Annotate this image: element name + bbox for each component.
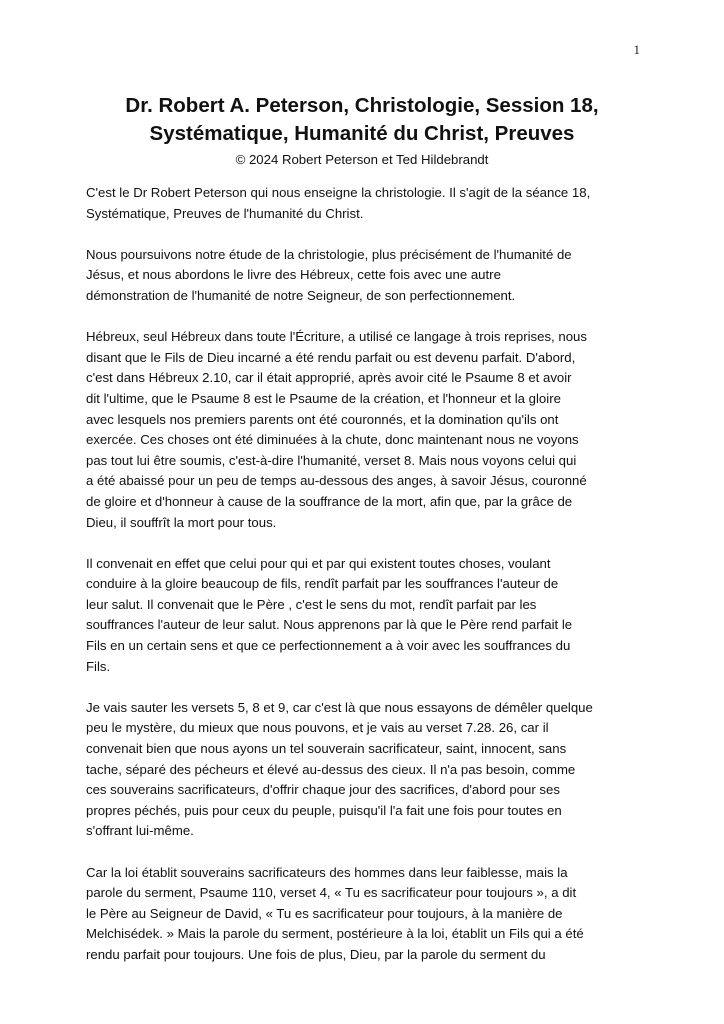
paragraph-line: Nous poursuivons notre étude de la christologie, plus précisément de l'humanité de [86, 246, 572, 262]
paragraph-line: Fils en un certain sens et que ce perfectionnement a à voir avec les souffrances du [86, 638, 571, 654]
paragraph-6 [86, 863, 646, 966]
title-line-2: Systématique, Humanité du Christ, Preuves [149, 122, 575, 145]
paragraph-5 [86, 698, 646, 842]
paragraph-line: c'est dans Hébreux 2.10, car il était approprié, après avoir cité le Psaume 8 et avoir [86, 370, 572, 386]
paragraph-line: propres péchés, puis pour ceux du peuple, puisqu'il l'a fait une fois pour toutes en [86, 802, 562, 818]
paragraph-line: s'offrant lui-même. [86, 823, 194, 839]
copyright-notice: © 2024 Robert Peterson et Ted Hildebrandt [235, 152, 489, 167]
paragraph-line: Car la loi établit souverains sacrificateurs des hommes dans leur faiblesse, mais la [86, 864, 568, 880]
paragraph-line: exercée. Ces choses ont été diminuées à la chute, donc maintenant nous ne voyons [86, 432, 579, 448]
page-number: 1 [633, 42, 640, 57]
paragraph-line: Dieu, il souffrît la mort pour tous. [86, 514, 277, 530]
title-line-1: Dr. Robert A. Peterson, Christologie, Session 18, [125, 94, 599, 117]
paragraph-3 [86, 327, 646, 533]
paragraph-2 [86, 245, 646, 307]
paragraph-line: Jésus, et nous abordons le livre des Hébreux, cette fois avec une autre [86, 267, 501, 283]
paragraph-line: Melchisédek. » Mais la parole du serment, postérieure à la loi, établit un Fils qui a été [86, 926, 584, 942]
paragraph-line: leur salut. Il convenait que le Père , c'est le sens du mot, rendît parfait par les [86, 596, 537, 612]
paragraph-1 [86, 183, 646, 224]
paragraph-line: démonstration de l'humanité de notre Seigneur, de son perfectionnement. [86, 287, 516, 303]
paragraph-line: dit l'ultime, que le Psaume 8 est le Psaume de la création, et l'honneur et la gloire [86, 390, 561, 406]
paragraph-line: avec lesquels nos premiers parents ont été couronnés, et la domination qu'ils ont [86, 411, 559, 427]
paragraph-line: C'est le Dr Robert Peterson qui nous enseigne la christologie. Il s'agit de la séance 18, [86, 185, 591, 200]
paragraph-line: rendu parfait pour toujours. Une fois de plus, Dieu, par la parole du serment du [86, 946, 546, 962]
paragraph-line: disant que le Fils de Dieu incarné a été rendu parfait ou est devenu parfait. D'abord, [86, 349, 576, 365]
paragraph-line: Hébreux, seul Hébreux dans toute l'Écriture, a utilisé ce langage à trois reprises, nous [86, 329, 587, 345]
paragraph-line: tache, séparé des pécheurs et élevé au-dessus des cieux. Il n'a pas besoin, comme [86, 761, 576, 777]
paragraph-line: Je vais sauter les versets 5, 8 et 9, car c'est là que nous essayons de démêler quelque [86, 699, 593, 715]
paragraph-line: souffrances l'auteur de leur salut. Nous apprenons par là que le Père rend parfait le [86, 617, 573, 633]
paragraph-4 [86, 554, 646, 678]
paragraph-line: convenait bien que nous ayons un tel souverain sacrificateur, saint, innocent, sans [86, 741, 567, 757]
paragraph-line: Il convenait en effet que celui pour qui et par qui existent toutes choses, voulant [86, 555, 551, 571]
paragraph-line: pas tout lui être soumis, c'est-à-dire l'humanité, verset 8. Mais nous voyons celui qui [86, 452, 577, 468]
document-title [60, 92, 664, 148]
paragraph-line: Fils. [86, 658, 111, 674]
body-text [86, 183, 646, 986]
paragraph-line: a été abaissé pour un peu de temps au-dessous des anges, à savoir Jésus, couronné [86, 473, 587, 489]
paragraph-line: Systématique, Preuves de l'humanité du Christ. [86, 205, 364, 221]
paragraph-line: parole du serment, Psaume 110, verset 4, « Tu es sacrificateur pour toujours », a dit [86, 885, 577, 901]
paragraph-line: ces souverains sacrificateurs, d'offrir chaque jour des sacrifices, d'abord pour ses [86, 782, 560, 798]
paragraph-line: conduire à la gloire beaucoup de fils, rendît parfait par les souffrances l'auteur de [86, 576, 559, 592]
paragraph-line: de gloire et d'honneur à cause de la souffrance de la mort, afin que, par la grâce de [86, 493, 573, 509]
paragraph-line: le Père au Seigneur de David, « Tu es sacrificateur pour toujours, à la manière de [86, 905, 563, 921]
paragraph-line: peu le mystère, du mieux que nous pouvons, et je vais au verset 7.28. 26, car il [86, 720, 549, 736]
